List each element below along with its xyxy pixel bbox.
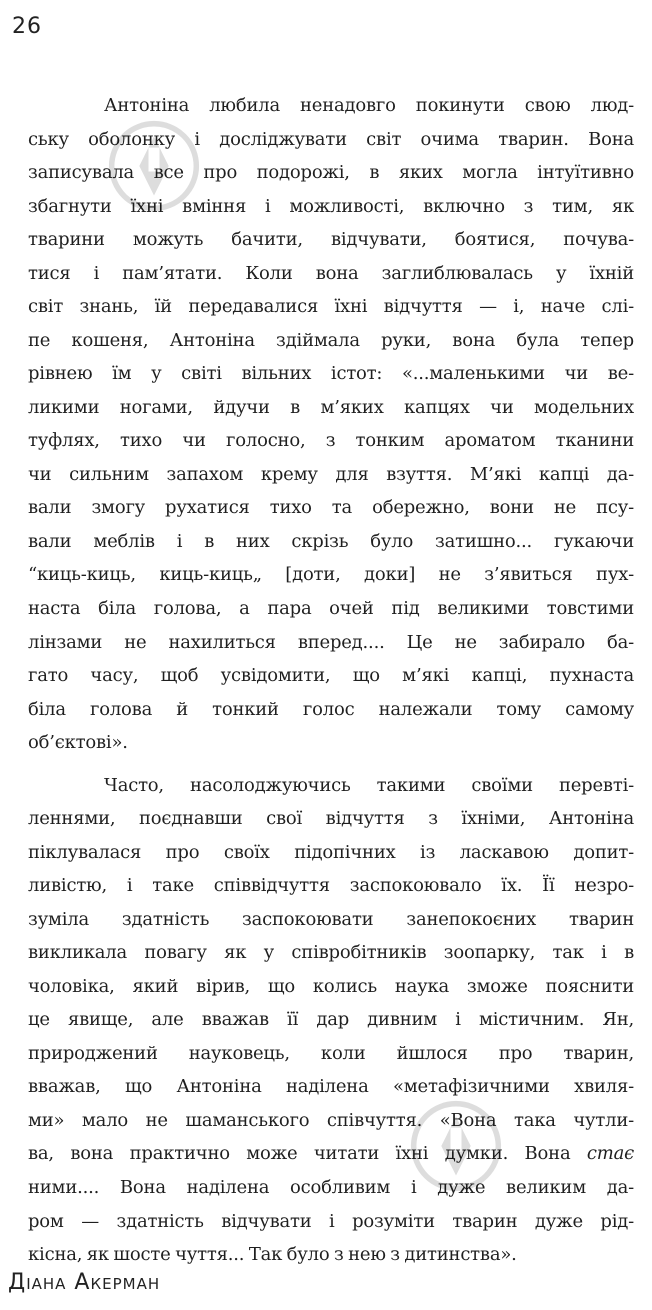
text-line: збагнути їхні вміння і можливості, включно з тим, як [28, 195, 634, 217]
text-line: тварини можуть бачити, відчувати, боятися, почува- [28, 229, 634, 251]
text-line: ми» мало не шаманського співчуття. «Вона така чутли- [28, 1109, 634, 1131]
text-line: рівнею їм у світі вільних істот: «...маленькими чи ве- [28, 363, 634, 385]
text-line: наста біла голова, а пара очей під великими товстими [28, 597, 634, 619]
text-line: ську оболонку і досліджувати світ очима тварин. Вона [28, 128, 634, 150]
text-line: гато часу, щоб усвідомити, що м’які капці, пухнаста [28, 665, 634, 686]
text-line: “киць-киць, киць-киць„ [доти, доки] не з’явиться пух- [28, 564, 634, 586]
text-line: об’єктові». [28, 732, 128, 754]
text-line: ликими ногами, йдучи в м’яких капцях чи модельних [28, 396, 634, 418]
text-fragment: ва, вона практично може читати їхні думки. Вона [28, 1143, 587, 1165]
text-line: чи сильним запахом крему для взуття. М’які капці да- [28, 463, 634, 485]
running-footer-author: Діана Акерман [8, 1270, 161, 1295]
text-line-with-italic [28, 1139, 634, 1169]
text-line: лінзами не нахилиться вперед.... Це не забирало ба- [28, 631, 634, 653]
text-line: Антоніна любила ненадовго покинути свою люд- [104, 95, 634, 116]
text-line: Часто, насолоджуючись такими своїми перевті- [104, 774, 634, 796]
text-line: пе кошеня, Антоніна здіймала руки, вона була тепер [28, 329, 634, 351]
text-line: леннями, поєднавши свої відчуття з їхніми, Антоніна [28, 808, 634, 830]
page-number: 26 [12, 14, 42, 39]
text-line: природжений науковець, коли йшлося про тварин, [28, 1042, 634, 1064]
text-line: світ знань, їй передавалися їхні відчуття — і, наче слі- [28, 296, 634, 318]
text-line: викликала повагу як у співробітників зоопарку, так і в [28, 942, 634, 964]
text-line: вважав, що Антоніна наділена «метафізичними хвиля- [28, 1076, 634, 1098]
text-line: ливістю, і таке співвідчуття заспокоювало їх. Її незро- [28, 875, 634, 897]
text-line: вали меблів і в них скрізь було затишно... гукаючи [28, 530, 634, 552]
text-line: піклувалася про своїх підопічних із ласкавою допит- [28, 841, 634, 863]
text-line: біла голова й тонкий голос належали тому самому [28, 698, 634, 720]
text-line: тися і пам’ятати. Коли вона заглиблювалась у їхній [28, 262, 634, 284]
italic-word: стає [586, 1143, 634, 1165]
text-line: ром — здатність відчувати і розуміти тварин дуже рід- [28, 1210, 634, 1232]
text-line: це явище, але вважав її дар дивним і містичним. Ян, [28, 1009, 634, 1031]
text-line: ними.... Вона наділена особливим і дуже великим да- [28, 1176, 634, 1198]
text-line: зуміла здатність заспокоювати занепокоєних тварин [28, 908, 634, 930]
text-line: записувала все про подорожі, в яких могла інтуїтивно [28, 162, 634, 184]
text-line: вали змогу рухатися тихо та обережно, вони не псу- [28, 497, 634, 519]
text-line: туфлях, тихо чи голосно, з тонким ароматом тканини [28, 430, 634, 452]
text-line: чоловіка, який вірив, що колись наука зможе пояснити [28, 975, 634, 997]
text-line: кісна, як шосте чуття... Так було з нею з дитинства». [28, 1244, 517, 1265]
